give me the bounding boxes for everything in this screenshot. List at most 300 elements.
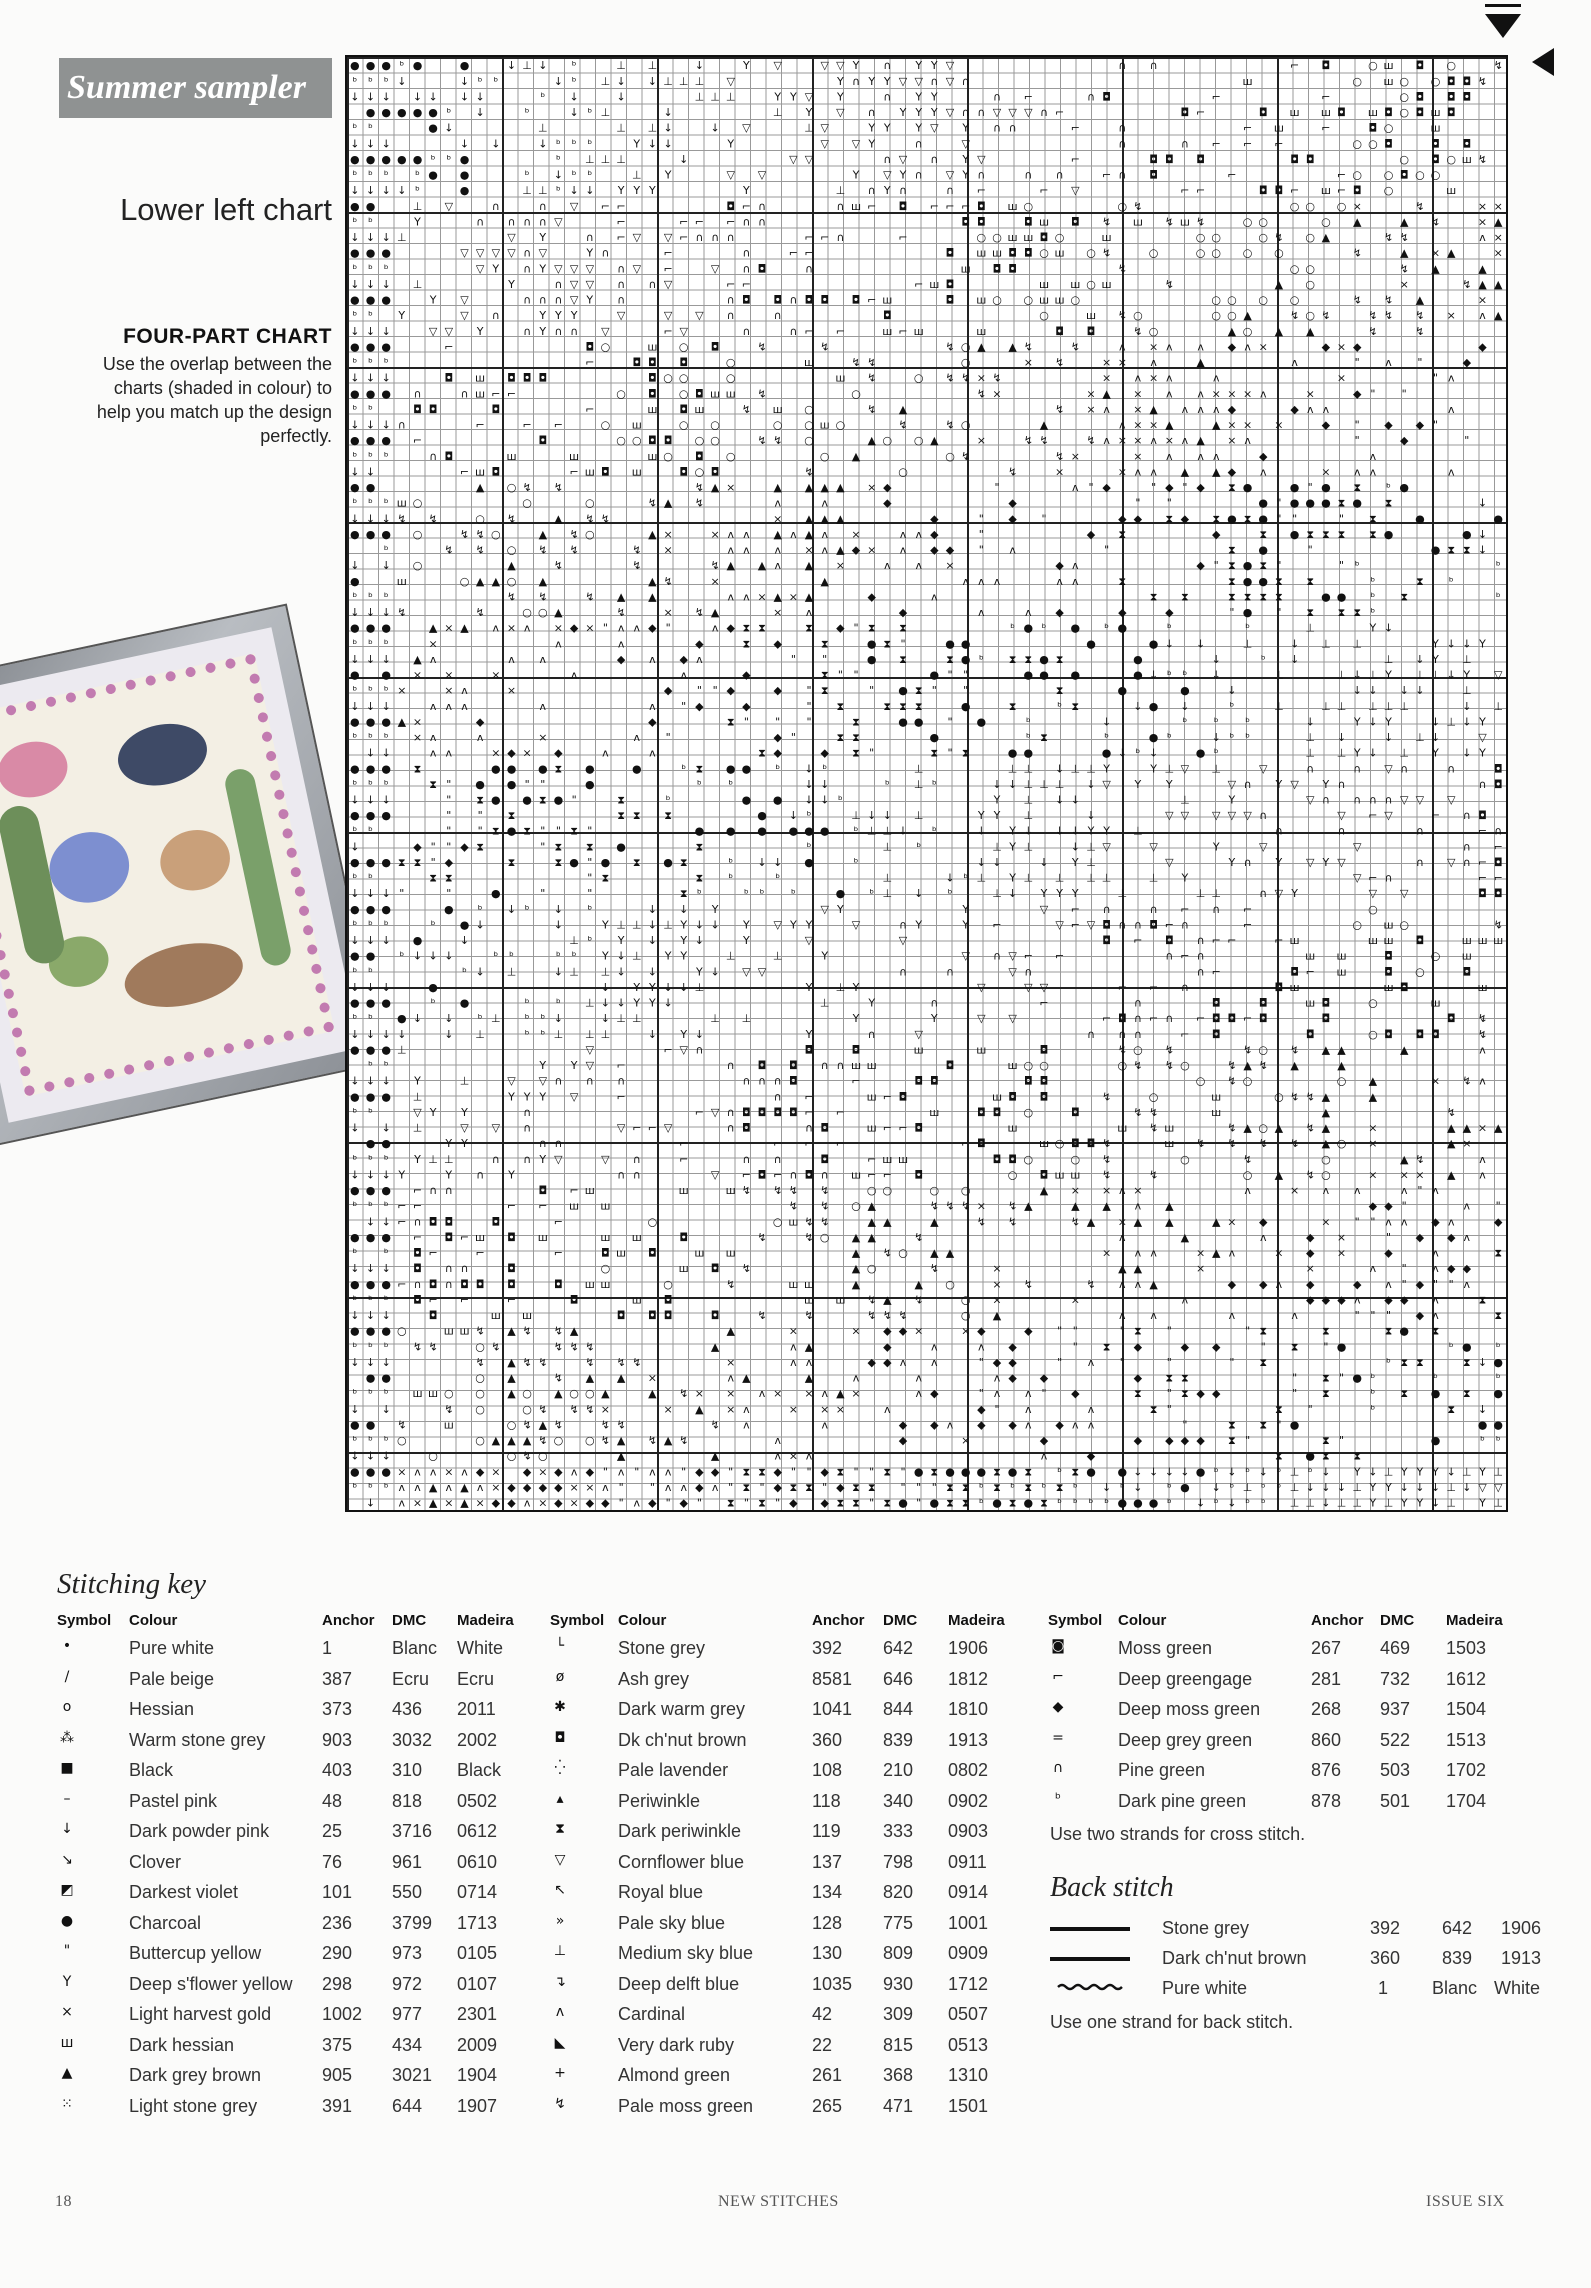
chart-stitch-symbol: ʌ <box>649 1465 656 1479</box>
chart-stitch-symbol: ⌐ <box>538 1199 548 1213</box>
chart-stitch-symbol: ᵇ <box>352 918 358 932</box>
chart-stitch-symbol: ш <box>1054 293 1065 307</box>
chart-stitch-symbol: ʌ <box>1244 340 1251 354</box>
chart-stitch-symbol: ▽ <box>1258 762 1268 776</box>
chart-stitch-symbol: ᵇ <box>383 1059 389 1073</box>
chart-stitch-symbol: ○ <box>647 1215 658 1229</box>
chart-stitch-symbol: ↓ <box>350 1074 360 1088</box>
chart-stitch-symbol: " <box>963 684 969 698</box>
chart-stitch-symbol: ▲ <box>648 1387 657 1401</box>
key-dmc: 973 <box>392 1943 423 1963</box>
chart-stitch-symbol: ∩ <box>1180 137 1189 151</box>
chart-stitch-symbol: ◘ <box>601 465 610 479</box>
chart-stitch-symbol: " <box>1307 543 1313 557</box>
chart-stitch-symbol: ↓ <box>365 1355 376 1369</box>
chart-stitch-symbol: ʌ <box>1479 309 1486 323</box>
chart-stitch-symbol: ⌐ <box>804 324 814 338</box>
chart-stitch-symbol: ○ <box>945 449 955 463</box>
chart-stitch-symbol: × <box>1227 434 1237 448</box>
chart-stitch-symbol: ⧗ <box>899 621 907 635</box>
chart-stitch-symbol: ▽ <box>898 934 908 948</box>
chart-stitch-symbol: ʌ <box>915 1371 922 1385</box>
chart-stitch-symbol: ○ <box>1368 996 1378 1010</box>
chart-stitch-symbol: ↓ <box>1430 715 1441 729</box>
chart-stitch-symbol: ● <box>1493 1387 1504 1401</box>
chart-stitch-symbol: ⧗ <box>1165 512 1174 526</box>
chart-stitch-symbol: ↓ <box>397 1027 407 1041</box>
key-colour: Dark powder pink <box>129 1821 270 1841</box>
chart-stitch-symbol: ↓ <box>804 793 814 807</box>
chart-stitch-symbol: ○ <box>1383 168 1394 182</box>
chart-stitch-symbol: " <box>1385 1231 1392 1244</box>
chart-stitch-symbol: ◘ <box>444 1215 454 1229</box>
chart-stitch-symbol: × <box>992 387 1002 401</box>
chart-stitch-symbol: ↓ <box>381 324 391 338</box>
chart-stitch-symbol: ʌ <box>1103 402 1110 416</box>
chart-stitch-symbol: ↓ <box>381 887 391 901</box>
chart-stitch-symbol: ш <box>1007 231 1018 244</box>
chart-stitch-symbol: ᵇ <box>1260 1480 1266 1494</box>
chart-stitch-symbol: ◆ <box>742 699 751 713</box>
key-colour: Dark warm grey <box>618 1699 746 1719</box>
chart-stitch-symbol: ◆ <box>1055 1418 1064 1432</box>
chart-stitch-symbol: × <box>820 1402 830 1416</box>
chart-stitch-symbol: ш <box>1273 121 1284 135</box>
chart-stitch-symbol: " <box>1072 1340 1078 1354</box>
chart-stitch-symbol: ∩ <box>804 262 814 276</box>
chart-stitch-symbol: ⌐ <box>1180 1027 1190 1041</box>
chart-stitch-symbol: ш <box>694 1246 705 1260</box>
chart-stitch-symbol: ◘ <box>1446 106 1456 120</box>
chart-stitch-symbol: ↓ <box>616 949 626 963</box>
chart-stitch-symbol: ◆ <box>554 1480 563 1494</box>
chart-stitch-symbol: ▲ <box>1399 246 1409 260</box>
chart-stitch-symbol: ● <box>898 684 908 698</box>
chart-stitch-symbol: ∩ <box>444 1262 453 1276</box>
key-anchor: 42 <box>812 2004 833 2024</box>
chart-stitch-symbol: ○ <box>1352 168 1363 182</box>
chart-stitch-symbol: ш <box>960 262 971 276</box>
key-madeira: 1310 <box>948 2065 989 2085</box>
chart-stitch-symbol: × <box>773 606 783 619</box>
chart-stitch-symbol: ᵇ <box>352 449 358 463</box>
chart-stitch-symbol: ʌ <box>727 1371 734 1385</box>
chart-stitch-symbol: ⧗ <box>961 1496 970 1510</box>
key-dmc: 839 <box>883 1729 914 1750</box>
chart-stitch-symbol: ⌐ <box>428 1293 438 1307</box>
chart-stitch-symbol: ш <box>976 1043 987 1057</box>
chart-stitch-symbol: ʌ <box>602 746 609 760</box>
chart-stitch-symbol: ▽ <box>820 902 829 916</box>
chart-stitch-symbol: ● <box>835 887 846 901</box>
chart-stitch-symbol: ↯ <box>1195 215 1206 229</box>
chart-stitch-symbol: Y <box>1416 1496 1424 1510</box>
stitch-symbol-icon: • <box>62 1638 72 1654</box>
chart-stitch-symbol: ᵇ <box>978 652 984 666</box>
chart-stitch-symbol: ◆ <box>648 715 657 729</box>
chart-stitch-symbol: ◘ <box>1149 152 1158 166</box>
chart-stitch-symbol: ⊥ <box>1289 1496 1300 1510</box>
chart-stitch-symbol: " <box>1432 418 1439 432</box>
chart-stitch-symbol: ◘ <box>1399 981 1409 994</box>
chart-stitch-symbol: ʌ <box>931 1355 938 1369</box>
chart-stitch-symbol: ᵇ <box>524 1027 530 1041</box>
bs-dmc: 642 <box>1442 1918 1473 1938</box>
key-madeira: 2011 <box>457 1699 496 1719</box>
chart-stitch-symbol: ∩ <box>632 1168 641 1182</box>
chart-stitch-symbol: ⊥ <box>992 840 1002 854</box>
chart-stitch-symbol: ▲ <box>507 1387 516 1401</box>
chart-stitch-symbol: ○ <box>1352 74 1363 88</box>
chart-stitch-symbol: × <box>961 1324 971 1338</box>
chart-stitch-symbol: ● <box>349 152 360 166</box>
key-dmc: 436 <box>392 1699 423 1719</box>
chart-stitch-symbol: ⧗ <box>1353 1449 1362 1463</box>
chart-stitch-symbol: ш <box>803 1293 815 1307</box>
bs-madeira: 1913 <box>1501 1948 1542 1968</box>
chart-stitch-symbol: ↓ <box>350 559 360 573</box>
chart-stitch-symbol: ○ <box>1399 74 1410 88</box>
chart-stitch-symbol: ↓ <box>1462 1480 1472 1494</box>
header-dmc: DMC <box>1380 1612 1415 1629</box>
chart-stitch-symbol: ↓ <box>365 512 376 526</box>
chart-stitch-symbol: ⧗ <box>1306 574 1315 588</box>
chart-stitch-symbol: Y <box>1275 856 1283 869</box>
chart-stitch-symbol: ⧗ <box>507 809 516 823</box>
chart-stitch-symbol: ↯ <box>851 356 861 369</box>
chart-stitch-symbol: ⌐ <box>867 1168 877 1182</box>
chart-stitch-symbol: ▲ <box>1368 1074 1378 1088</box>
chart-stitch-symbol: ш <box>1164 1137 1175 1151</box>
key-row <box>57 1913 517 1944</box>
chart-stitch-symbol: ʌ <box>461 684 468 698</box>
chart-stitch-symbol: ◆ <box>789 1496 798 1510</box>
chart-stitch-symbol: ↯ <box>1258 1059 1268 1073</box>
chart-stitch-symbol: ш <box>1038 277 1050 291</box>
chart-stitch-symbol: ↓ <box>381 1121 391 1135</box>
chart-stitch-symbol: " <box>540 824 546 838</box>
chart-stitch-symbol: × <box>1133 1184 1143 1198</box>
chart-stitch-symbol: ↯ <box>1477 1012 1488 1026</box>
chart-stitch-symbol: Y <box>962 902 970 916</box>
chart-stitch-symbol: ʌ <box>1291 356 1298 369</box>
key-row <box>550 1882 1010 1913</box>
chart-stitch-symbol: " <box>1104 543 1110 557</box>
chart-stitch-symbol: ◘ <box>632 356 642 369</box>
chart-stitch-symbol: " <box>1401 1277 1407 1291</box>
chart-stitch-symbol: ⧗ <box>883 699 892 713</box>
key-madeira: 1907 <box>457 2095 498 2116</box>
chart-stitch-symbol: ● <box>1117 1496 1128 1510</box>
chart-stitch-symbol: ▲ <box>460 1496 469 1510</box>
chart-stitch-symbol: " <box>806 1465 812 1479</box>
chart-stitch-symbol: ▲ <box>648 574 657 588</box>
chart-stitch-symbol: ᵇ <box>368 1293 373 1307</box>
chart-stitch-symbol: ᵇ <box>1104 621 1109 635</box>
chart-stitch-symbol: ᵇ <box>1480 1434 1485 1448</box>
back-stitch-row <box>1050 1978 1541 2008</box>
chart-stitch-symbol: ᵇ <box>368 731 373 744</box>
chart-stitch-symbol: ↯ <box>475 1324 485 1338</box>
chart-stitch-symbol: ● <box>412 934 423 948</box>
chart-stitch-symbol: ● <box>365 1277 376 1291</box>
chart-stitch-symbol: ○ <box>1368 137 1378 151</box>
chart-stitch-symbol: ʌ <box>649 699 656 713</box>
chart-stitch-symbol: ↯ <box>585 1340 595 1354</box>
chart-stitch-symbol: ↓ <box>365 887 376 901</box>
chart-stitch-symbol: ʌ <box>915 559 922 573</box>
chart-stitch-symbol: ○ <box>1195 231 1206 244</box>
key-madeira: 1812 <box>948 1668 989 1689</box>
chart-stitch-symbol: ʌ <box>414 1465 421 1479</box>
chart-stitch-symbol: ∩ <box>1039 106 1049 120</box>
key-madeira: 1712 <box>948 1973 989 1994</box>
chart-stitch-symbol: ᵇ <box>1495 1434 1501 1448</box>
header-anchor: Anchor <box>1311 1612 1364 1629</box>
key-madeira: 0714 <box>457 1882 498 1902</box>
chart-stitch-symbol: ◆ <box>1305 1231 1315 1244</box>
chart-stitch-symbol: ᵇ <box>368 1199 373 1213</box>
stitch-symbol-icon: – <box>63 1790 71 1807</box>
chart-stitch-symbol: ⧗ <box>805 1480 813 1494</box>
chart-stitch-symbol: ⊥ <box>1180 793 1190 807</box>
chart-stitch-symbol: ∩ <box>1086 90 1096 104</box>
chart-stitch-symbol: ʌ <box>774 1449 781 1463</box>
chart-stitch-symbol: ↓ <box>663 981 673 994</box>
chart-stitch-symbol: ↓ <box>381 277 391 291</box>
chart-stitch-symbol: ᵇ <box>571 949 577 963</box>
chart-stitch-symbol: ш <box>1211 1106 1222 1119</box>
chart-stitch-symbol: ⊥ <box>1007 762 1018 776</box>
key-dmc: 340 <box>883 1790 914 1811</box>
chart-stitch-symbol: ● <box>365 1184 376 1198</box>
chart-stitch-symbol: ⌐ <box>1493 840 1503 854</box>
chart-stitch-symbol: ш <box>1320 184 1331 198</box>
chart-stitch-symbol: ↓ <box>1446 637 1456 651</box>
chart-stitch-symbol: ○ <box>663 449 673 463</box>
chart-stitch-symbol: " <box>728 1480 734 1494</box>
chart-stitch-symbol: ᵇ <box>368 1012 373 1026</box>
chart-stitch-symbol: ⊥ <box>1352 1496 1362 1510</box>
chart-stitch-symbol: ○ <box>725 449 736 463</box>
chart-stitch-symbol: ◆ <box>1180 512 1190 526</box>
chart-stitch-symbol: ◘ <box>976 1137 986 1151</box>
chart-stitch-symbol: ◘ <box>1415 59 1425 73</box>
chart-stitch-symbol: ш <box>913 324 924 338</box>
chart-stitch-symbol: ↯ <box>820 1199 830 1213</box>
stitch-symbol-icon: + <box>554 2065 566 2081</box>
chart-stitch-symbol: ○ <box>600 418 611 432</box>
wavy-line-icon <box>1050 1983 1130 1991</box>
chart-stitch-symbol: ᵇ <box>978 1480 984 1494</box>
key-dmc: 310 <box>392 1760 423 1780</box>
chart-stitch-symbol: ● <box>506 777 517 791</box>
chart-stitch-symbol: ↓ <box>1352 668 1362 682</box>
chart-stitch-symbol: ▲ <box>1211 1215 1221 1229</box>
chart-stitch-symbol: ∩ <box>1306 762 1315 776</box>
stitch-symbol-icon: = <box>1052 1729 1064 1746</box>
chart-stitch-symbol: ∩ <box>1196 934 1205 948</box>
chart-stitch-symbol: Y <box>570 309 578 323</box>
chart-stitch-symbol: ◘ <box>1086 324 1096 338</box>
chart-stitch-symbol: ∩ <box>1149 59 1158 73</box>
chart-stitch-symbol: ⊥ <box>1352 1480 1362 1494</box>
key-madeira: 1513 <box>1446 1729 1487 1750</box>
chart-stitch-symbol: ▲ <box>1211 465 1221 479</box>
arrow-left-icon <box>1532 48 1554 76</box>
chart-stitch-symbol: ᵇ <box>884 777 890 791</box>
chart-stitch-symbol: ⌐ <box>804 231 814 244</box>
chart-stitch-symbol: ▽ <box>1243 809 1252 823</box>
chart-stitch-symbol: × <box>1477 199 1488 213</box>
chart-stitch-symbol: ◆ <box>1415 418 1425 432</box>
instruction-line: perfectly. <box>260 426 332 446</box>
chart-stitch-symbol: ʌ <box>649 652 656 666</box>
chart-stitch-symbol: ⧗ <box>1024 652 1033 666</box>
chart-stitch-symbol: ↯ <box>1383 293 1394 307</box>
chart-stitch-symbol: ⧗ <box>1243 512 1252 526</box>
chart-stitch-symbol: ▲ <box>1274 1121 1284 1135</box>
chart-stitch-symbol: ◘ <box>1039 1168 1049 1182</box>
chart-stitch-symbol: ● <box>365 387 376 401</box>
chart-stitch-symbol: ▲ <box>616 1371 626 1385</box>
chart-stitch-symbol: ◆ <box>945 543 955 557</box>
chart-stitch-symbol: ◆ <box>648 621 657 635</box>
chart-stitch-symbol: ᵇ <box>352 74 358 88</box>
header-colour: Colour <box>618 1612 667 1629</box>
chart-stitch-symbol: × <box>538 731 548 744</box>
chart-stitch-symbol: ᵇ <box>383 1434 389 1448</box>
chart-stitch-symbol: ◆ <box>1321 418 1331 432</box>
chart-stitch-symbol: ○ <box>992 231 1002 244</box>
chart-stitch-symbol: ∩ <box>648 277 657 291</box>
chart-stitch-symbol: ↓ <box>381 1215 391 1229</box>
chart-stitch-symbol: ш <box>850 1168 862 1182</box>
chart-stitch-symbol: ∩ <box>601 246 610 260</box>
chart-stitch-symbol: " <box>1417 356 1423 369</box>
chart-stitch-symbol: " <box>1041 1387 1047 1401</box>
chart-stitch-symbol: " <box>806 715 812 729</box>
key-row <box>550 2035 1010 2066</box>
chart-stitch-symbol: ● <box>349 293 360 307</box>
stitch-symbol-icon: ◆ <box>1052 1699 1064 1715</box>
chart-stitch-symbol: ∩ <box>804 1121 814 1135</box>
chart-stitch-symbol: ● <box>945 637 955 651</box>
chart-stitch-symbol: ᵇ <box>446 152 452 166</box>
chart-stitch-symbol: ○ <box>819 449 830 463</box>
chart-stitch-symbol: ↓ <box>694 934 705 948</box>
chart-stitch-symbol: ⌐ <box>428 1246 438 1260</box>
stitch-symbol-icon: ⁛ <box>554 1760 566 1776</box>
chart-stitch-symbol: ● <box>1258 496 1269 510</box>
chart-stitch-symbol: ∩ <box>476 215 485 229</box>
chart-stitch-symbol: ᵇ <box>1166 1480 1172 1494</box>
chart-stitch-symbol: ʌ <box>1181 1293 1189 1307</box>
chart-stitch-symbol: ⧗ <box>429 871 437 885</box>
chart-stitch-symbol: ʌ <box>1197 449 1204 463</box>
chart-stitch-symbol: ↯ <box>444 1402 454 1416</box>
chart-stitch-symbol: × <box>1336 371 1347 385</box>
chart-stitch-symbol: × <box>444 668 454 682</box>
chart-stitch-symbol: " <box>1135 496 1141 510</box>
chart-stitch-symbol: ◆ <box>1055 606 1064 619</box>
chart-stitch-symbol: ○ <box>1289 293 1300 307</box>
chart-stitch-symbol: ↯ <box>1101 1168 1112 1182</box>
chart-stitch-symbol: " <box>1072 1324 1078 1338</box>
chart-stitch-symbol: ʌ <box>1432 1309 1439 1323</box>
bs-dmc: Blanc <box>1432 1978 1478 1998</box>
chart-stitch-symbol: ◆ <box>1211 1387 1221 1401</box>
chart-stitch-symbol: ⊥ <box>694 74 705 88</box>
chart-stitch-symbol: ↓ <box>365 746 376 760</box>
chart-stitch-symbol: ↓ <box>350 324 360 338</box>
chart-stitch-symbol: ш <box>1179 215 1190 229</box>
chart-stitch-symbol: ᵇ <box>1495 559 1501 573</box>
chart-stitch-symbol: ◆ <box>1227 1277 1237 1291</box>
chart-stitch-symbol: ↯ <box>820 1184 830 1198</box>
chart-stitch-symbol: ш <box>678 1184 689 1198</box>
four-part-heading: FOUR-PART CHART <box>123 325 332 348</box>
chart-stitch-symbol: ʌ <box>1447 371 1455 385</box>
chart-stitch-symbol: ⊥ <box>600 106 611 120</box>
chart-stitch-symbol: " <box>869 1465 875 1479</box>
chart-stitch-symbol: ᵇ <box>430 918 436 932</box>
chart-stitch-symbol: ᵇ <box>931 824 937 838</box>
chart-stitch-symbol: ᵇ <box>1213 715 1219 729</box>
chart-stitch-symbol: ▽ <box>616 1121 626 1135</box>
chart-stitch-symbol: Y <box>508 277 515 291</box>
chart-stitch-symbol: ↓ <box>569 106 579 120</box>
chart-stitch-symbol: ↯ <box>1430 215 1441 229</box>
chart-stitch-symbol: ʌ <box>1479 231 1486 244</box>
chart-stitch-symbol: ⌐ <box>616 1090 626 1104</box>
chart-stitch-symbol: ○ <box>1054 1137 1065 1151</box>
chart-stitch-symbol: ʌ <box>1119 1184 1126 1198</box>
chart-stitch-symbol: ↓ <box>616 996 626 1010</box>
stitch-symbol-icon: ◩ <box>60 1882 74 1898</box>
header-colour: Colour <box>1118 1612 1167 1629</box>
chart-stitch-symbol: × <box>694 1387 705 1401</box>
chart-stitch-symbol: × <box>491 746 501 760</box>
chart-stitch-symbol: " <box>1119 1324 1125 1338</box>
chart-stitch-symbol: ∩ <box>1259 887 1268 901</box>
chart-stitch-symbol: Y <box>915 121 923 135</box>
chart-stitch-symbol: ↓ <box>1054 762 1065 776</box>
chart-stitch-symbol: ▲ <box>585 1371 595 1385</box>
chart-stitch-symbol: × <box>1086 402 1096 416</box>
chart-stitch-symbol: × <box>914 1324 924 1338</box>
chart-stitch-symbol: ● <box>381 434 392 448</box>
chart-stitch-symbol: Y <box>1479 637 1486 651</box>
chart-stitch-symbol: ʌ <box>774 543 781 557</box>
chart-stitch-symbol: ↯ <box>961 1199 971 1213</box>
chart-stitch-symbol: × <box>1321 1215 1331 1229</box>
chart-stitch-symbol: " <box>446 793 452 807</box>
chart-stitch-symbol: ш <box>710 387 721 401</box>
chart-stitch-symbol: × <box>804 1387 814 1401</box>
chart-stitch-symbol: ᵇ <box>1433 1371 1438 1385</box>
chart-stitch-symbol: ○ <box>960 356 971 369</box>
chart-stitch-symbol: × <box>1133 418 1143 432</box>
stitch-symbol-icon: ✱ <box>554 1699 566 1715</box>
chart-stitch-symbol: ↯ <box>475 606 485 619</box>
chart-stitch-symbol: ◆ <box>1008 1355 1017 1369</box>
chart-stitch-symbol: ▽ <box>773 918 782 932</box>
chart-stitch-symbol: ∩ <box>444 1277 453 1291</box>
chart-stitch-symbol: ↯ <box>929 1262 939 1276</box>
chart-stitch-symbol: ▽ <box>475 262 485 276</box>
chart-stitch-symbol: ▽ <box>1478 731 1487 744</box>
